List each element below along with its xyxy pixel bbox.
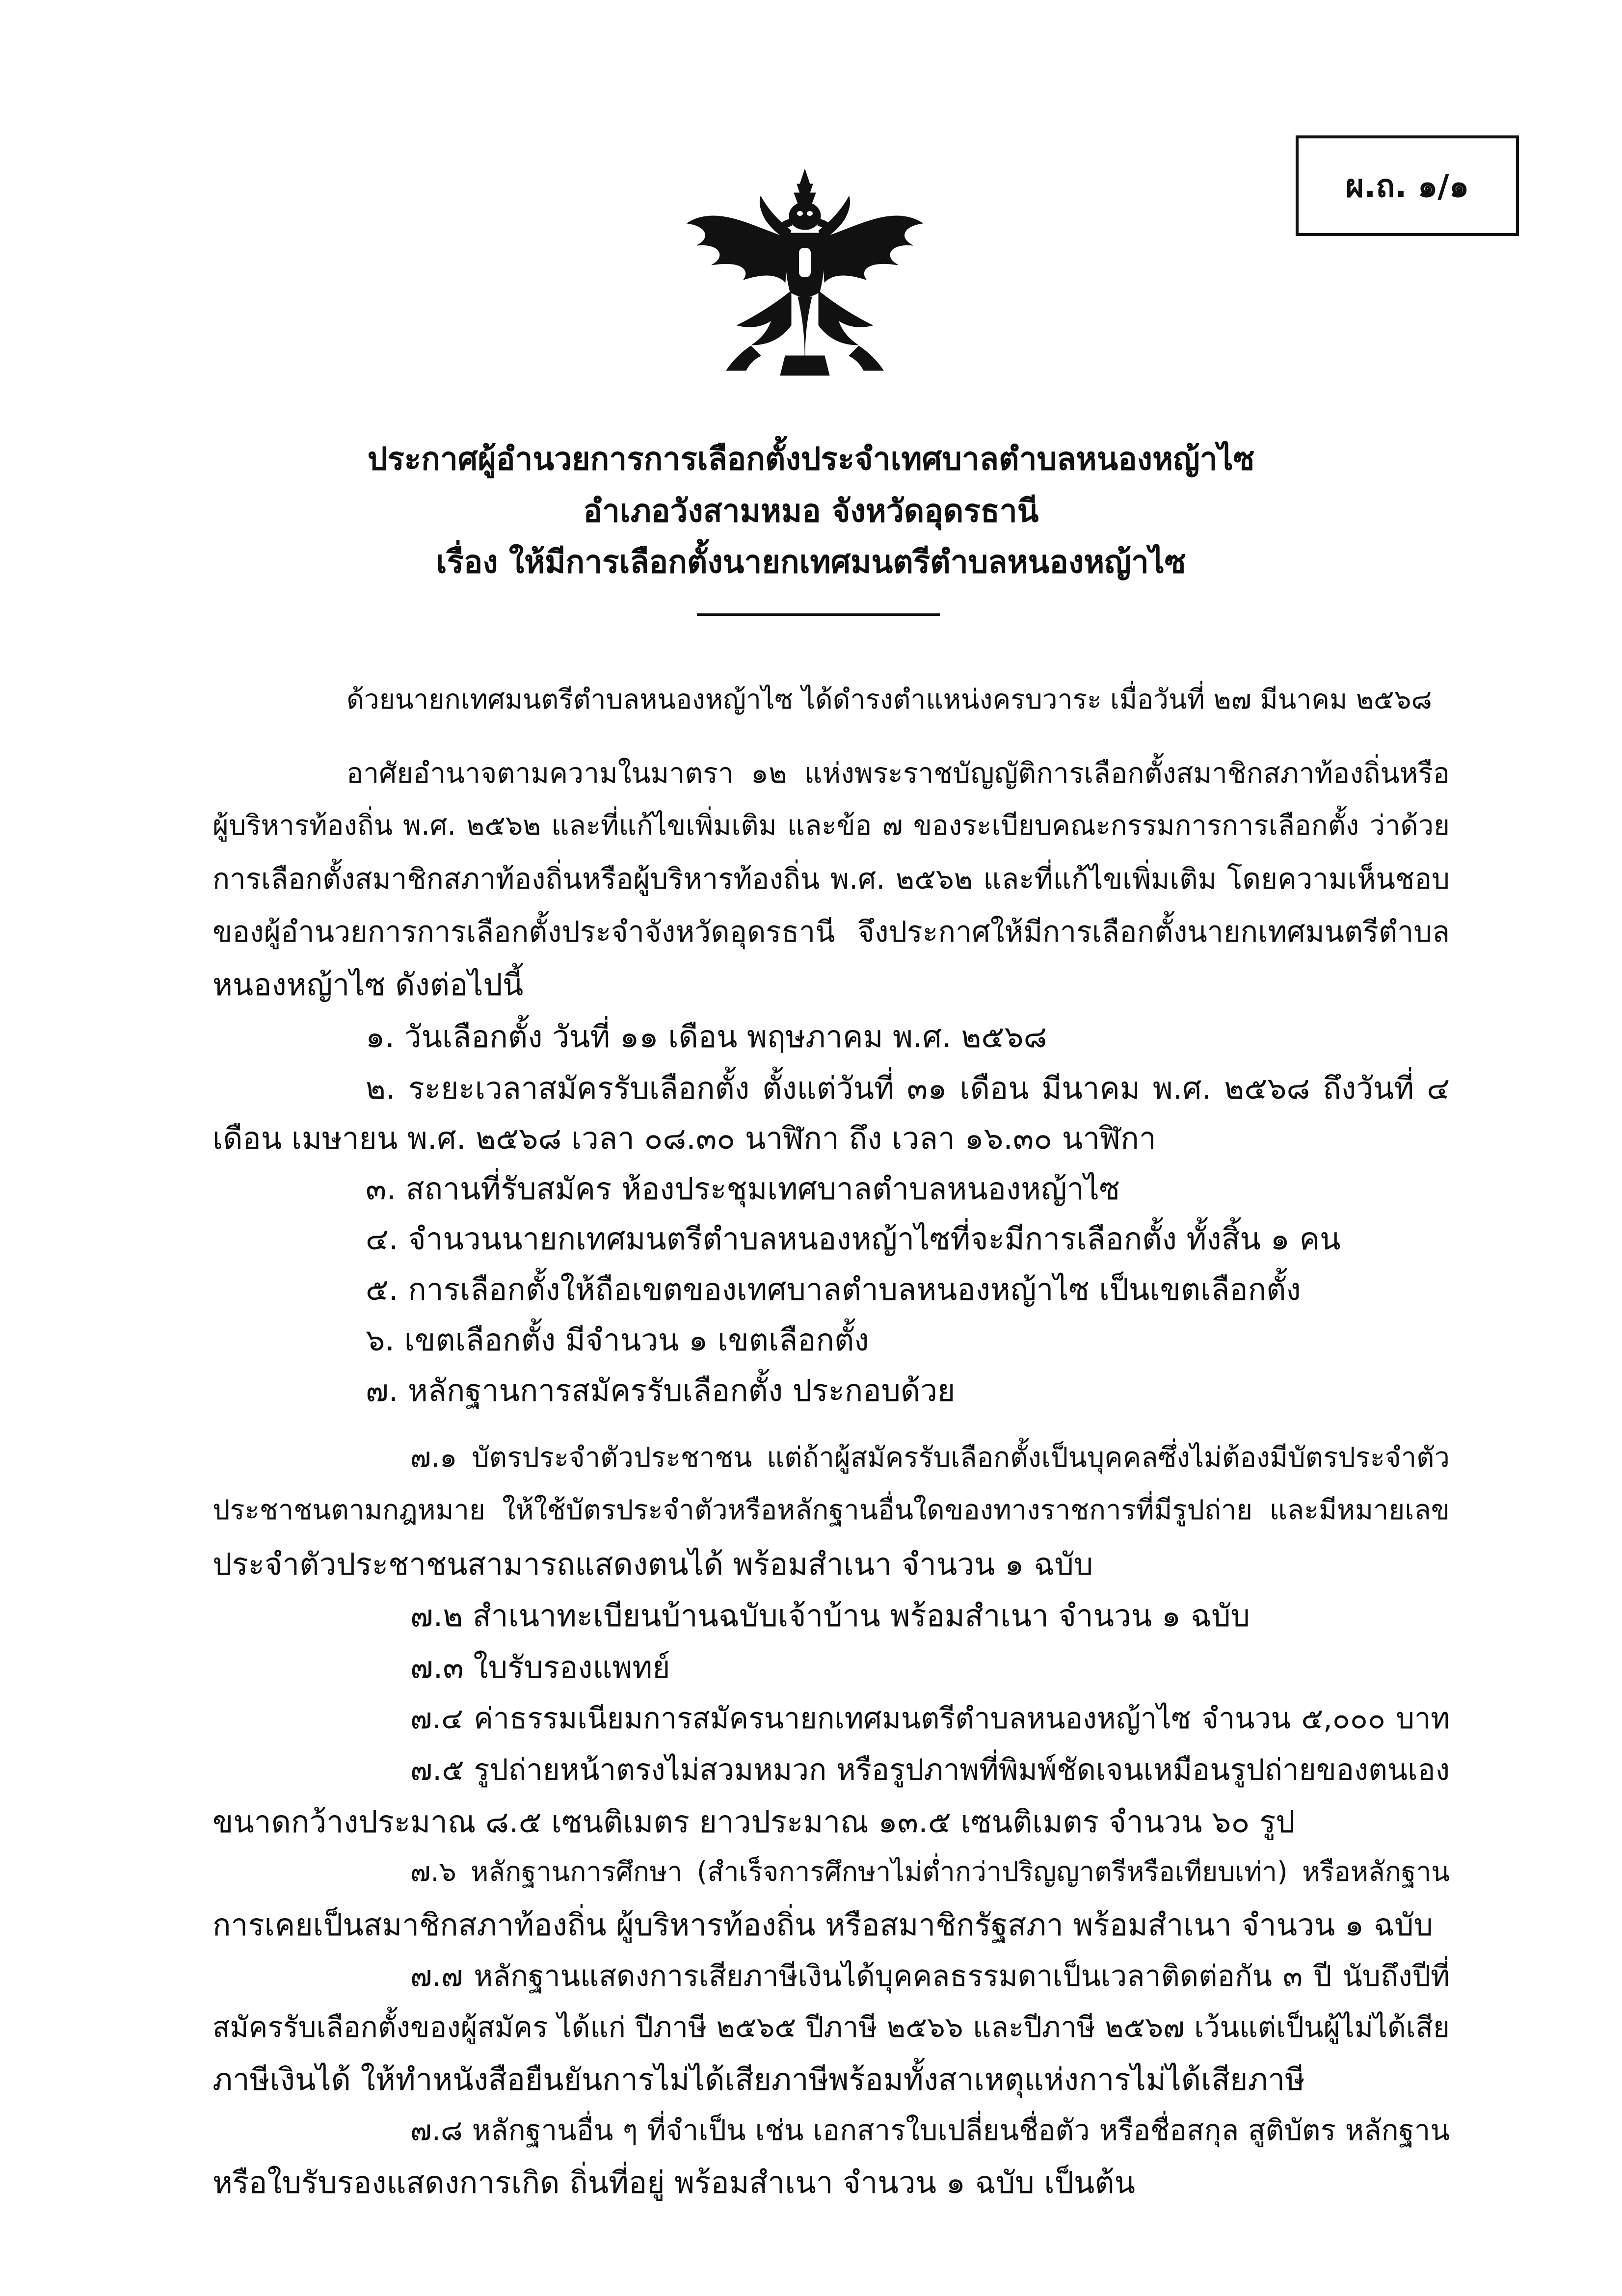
authority-line-5: หนองหญ้าไซ ดังต่อไปนี้: [213, 967, 524, 1003]
sub-item-7-8-continued: หรือใบรับรองแสดงการเกิด ถิ่นที่อยู่ พร้อมสำเนา จำนวน ๑ ฉบับ เป็นต้น: [213, 2164, 1136, 2200]
item-6: ๖. เขตเลือกตั้ง มีจำนวน ๑ เขตเลือกตั้ง: [366, 1322, 869, 1358]
sub-item-7-6-continued: การเคยเป็นสมาชิกสภาท้องถิ่น ผู้บริหารท้องถิ่น หรือสมาชิกรัฐสภา พร้อมสำเนา จำนวน ๑ ฉบับ: [213, 1907, 1433, 1943]
sub-item-7-4: ๗.๔ ค่าธรรมเนียมการสมัครนายกเทศมนตรีตำบลหนองหญ้าไซ จำนวน ๕,๐๐๐ บาท: [410, 1701, 1450, 1735]
sub-item-7-3: ๗.๓ ใบรับรองแพทย์: [410, 1649, 670, 1685]
item-4: ๔. จำนวนนายกเทศมนตรีตำบลหนองหญ้าไซที่จะมีการเลือกตั้ง ทั้งสิ้น ๑ คน: [366, 1221, 1341, 1257]
item-5: ๕. การเลือกตั้งให้ถือเขตของเทศบาลตำบลหนองหญ้าไซ เป็นเขตเลือกตั้ง: [366, 1271, 1301, 1307]
intro-paragraph: ด้วยนายกเทศมนตรีตำบลหนองหญ้าไซ ได้ดำรงตำแหน่งครบวาระ เมื่อวันที่ ๒๗ มีนาคม ๒๕๖๘: [346, 684, 1432, 715]
authority-line-1: อาศัยอำนาจตามความในมาตรา ๑๒ แห่งพระราชบัญญัติการเลือกตั้งสมาชิกสภาท้องถิ่นหรือ: [346, 757, 1450, 790]
sub-item-7-5-continued: ขนาดกว้างประมาณ ๘.๕ เซนติเมตร ยาวประมาณ ๑๓.๕ เซนติเมตร จำนวน ๖๐ รูป: [213, 1804, 1295, 1840]
item-3: ๓. สถานที่รับสมัคร ห้องประชุมเทศบาลตำบลหนองหญ้าไซ: [366, 1171, 1120, 1207]
sub-item-7-6: ๗.๖ หลักฐานการศึกษา (สำเร็จการศึกษาไม่ต่ำกว่าปริญญาตรีหรือเทียบเท่า) หรือหลักฐาน: [410, 1856, 1450, 1887]
sub-item-7-7-continued-2: ภาษีเงินได้ ให้ทำหนังสือยืนยันการไม่ได้เสียภาษีพร้อมทั้งสาเหตุแห่งการไม่ได้เสียภาษี: [213, 2061, 1305, 2097]
heading-divider: [697, 613, 940, 616]
sub-item-7-1: ๗.๑ บัตรประจำตัวประชาชน แต่ถ้าผู้สมัครรับเลือกตั้งเป็นบุคคลซึ่งไม่ต้องมีบัตรประจำตัว: [410, 1442, 1450, 1474]
item-7: ๗. หลักฐานการสมัครรับเลือกตั้ง ประกอบด้วย: [366, 1372, 956, 1408]
authority-line-3: การเลือกตั้งสมาชิกสภาท้องถิ่นหรือผู้บริหารท้องถิ่น พ.ศ. ๒๕๖๒ และที่แก้ไขเพิ่มเติม โดยความเห็นชอบ: [213, 862, 1450, 896]
garuda-emblem-icon: [677, 164, 932, 390]
authority-line-2: ผู้บริหารท้องถิ่น พ.ศ. ๒๕๖๒ และที่แก้ไขเพิ่มเติม และข้อ ๗ ของระเบียบคณะกรรมการการเลือกตั้ง ว่าด้วย: [213, 810, 1450, 842]
item-1: ๑. วันเลือกตั้ง วันที่ ๑๑ เดือน พฤษภาคม พ.ศ. ๒๕๖๘: [366, 1019, 1047, 1055]
sub-item-7-5: ๗.๕ รูปถ่ายหน้าตรงไม่สวมหมวก หรือรูปภาพที่พิมพ์ชัดเจนเหมือนรูปถ่ายของตนเอง: [410, 1753, 1450, 1787]
item-2-continued: เดือน เมษายน พ.ศ. ๒๕๖๘ เวลา ๐๘.๓๐ นาฬิกา ถึง เวลา ๑๖.๓๐ นาฬิกา: [213, 1120, 1156, 1156]
heading-line-1: ประกาศผู้อำนวยการการเลือกตั้งประจำเทศบาลตำบลหนองหญ้าไซ: [367, 441, 1255, 477]
sub-item-7-8: ๗.๘ หลักฐานอื่น ๆ ที่จำเป็น เช่น เอกสารใบเปลี่ยนชื่อตัว หรือชื่อสกุล สูติบัตร หลักฐาน: [410, 2113, 1450, 2147]
sub-item-7-7: ๗.๗ หลักฐานแสดงการเสียภาษีเงินได้บุคคลธรรมดาเป็นเวลาติดต่อกัน ๓ ปี นับถึงปีที่: [410, 1959, 1450, 1993]
heading-line-2: อำเภอวังสามหมอ จังหวัดอุดรธานี: [583, 493, 1039, 529]
sub-item-7-1-continued-1: ประชาชนตามกฎหมาย ให้ใช้บัตรประจำตัวหรือหลักฐานอื่นใดของทางราชการที่มีรูปถ่าย และมีหมายเลข: [213, 1494, 1450, 1526]
sub-item-7-7-continued-1: สมัครรับเลือกตั้งของผู้สมัคร ได้แก่ ปีภาษี ๒๕๖๕ ปีภาษี ๒๕๖๖ และปีภาษี ๒๕๖๗ เว้นแต่เป็นผู้ไม่ได้เสีย: [213, 2010, 1450, 2044]
sub-item-7-1-continued-2: ประจำตัวประชาชนสามารถแสดงตนได้ พร้อมสำเนา จำนวน ๑ ฉบับ: [213, 1546, 1093, 1582]
item-2: ๒. ระยะเวลาสมัครรับเลือกตั้ง ตั้งแต่วันที่ ๓๑ เดือน มีนาคม พ.ศ. ๒๕๖๘ ถึงวันที่ ๔: [366, 1070, 1450, 1106]
sub-item-7-2: ๗.๒ สำเนาทะเบียนบ้านฉบับเจ้าบ้าน พร้อมสำเนา จำนวน ๑ ฉบับ: [410, 1598, 1250, 1634]
form-code-box: [1296, 135, 1519, 236]
form-code-label: ผ.ถ. ๑/๑: [1345, 168, 1469, 205]
authority-line-4: ของผู้อำนวยการการเลือกตั้งประจำจังหวัดอุดรธานี จึงประกาศให้มีการเลือกตั้งนายกเทศมนตรีตำบล: [213, 915, 1450, 949]
heading-line-3: เรื่อง ให้มีการเลือกตั้งนายกเทศมนตรีตำบลหนองหญ้าไซ: [436, 544, 1186, 581]
